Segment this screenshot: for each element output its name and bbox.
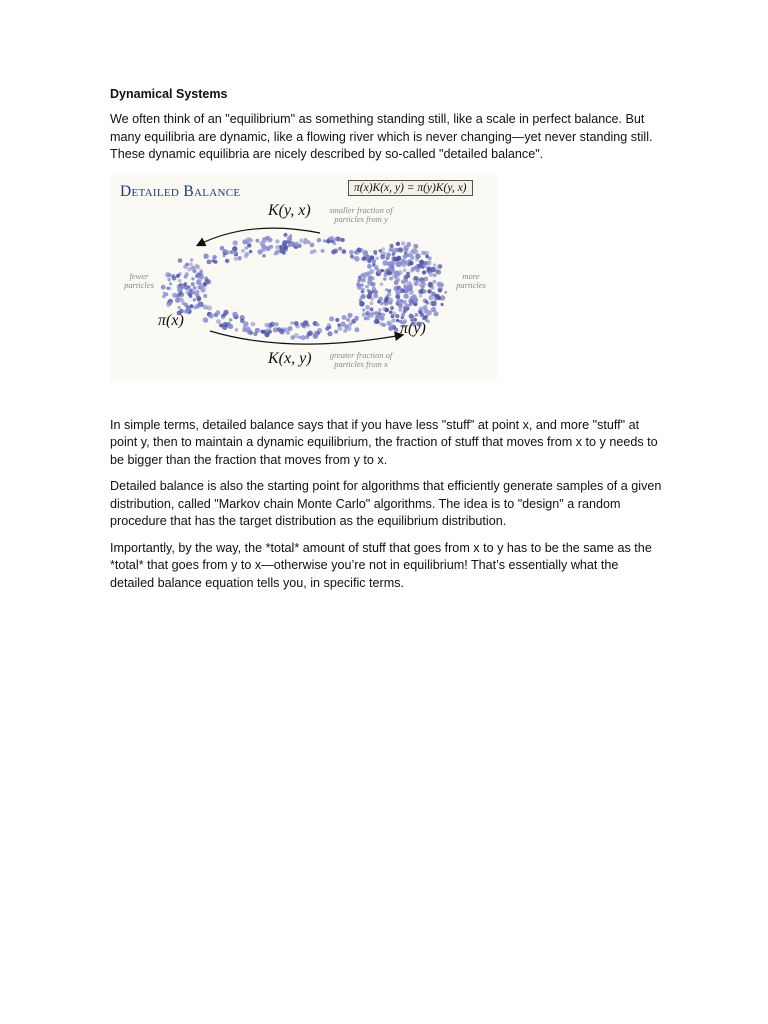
particle-dot (275, 250, 280, 255)
particle-dot (349, 250, 354, 255)
particle-dot (397, 298, 402, 303)
particle-dot (371, 276, 375, 280)
particle-dot (419, 294, 423, 298)
label-k-yx: K(y, x) (268, 201, 311, 219)
particle-dot (325, 326, 329, 330)
particle-dot (270, 321, 275, 326)
particle-dot (383, 277, 386, 280)
particle-dot (357, 285, 362, 290)
particle-dot (337, 323, 340, 326)
particle-dot (401, 312, 405, 316)
balance-equation: π(x)K(x, y) = π(y)K(y, x) (348, 180, 473, 196)
particle-dot (191, 277, 194, 280)
particle-dot (357, 247, 362, 252)
particle-dot (178, 258, 183, 263)
particle-dot (342, 315, 347, 320)
particle-dot (366, 271, 371, 276)
particle-dot (177, 305, 180, 308)
particle-dot (256, 239, 260, 243)
figure-title: Detailed Balance (120, 182, 241, 200)
particle-dot (193, 286, 197, 290)
particle-dot (381, 322, 385, 326)
particle-dot (172, 276, 177, 281)
particle-dot (327, 331, 332, 336)
particle-dot (179, 292, 184, 297)
particle-dot (244, 253, 249, 258)
particle-dot (423, 308, 428, 313)
particle-dot (247, 243, 251, 247)
particle-dot (203, 294, 207, 298)
particle-dot (212, 255, 217, 260)
particle-dot (232, 311, 237, 316)
particle-dot (386, 252, 391, 257)
particle-dot (303, 320, 308, 325)
particle-dot (223, 322, 229, 328)
particle-dot (338, 326, 343, 331)
particle-dot (275, 322, 279, 326)
particle-dot (197, 302, 202, 307)
particle-dot (430, 267, 436, 273)
particle-dot (192, 291, 195, 294)
particle-dot (323, 239, 326, 242)
note-bottom-line2: particles from x (334, 358, 388, 369)
particle-dot (365, 305, 370, 310)
particle-dot (431, 301, 437, 307)
particle-dot (198, 285, 202, 289)
particle-dot (237, 256, 242, 261)
particle-dot (434, 297, 438, 301)
note-left (116, 272, 162, 290)
particle-dot (290, 242, 295, 247)
particle-dot (403, 293, 408, 298)
particle-dot (223, 310, 228, 315)
note-top (322, 206, 400, 224)
particle-dot (321, 249, 325, 253)
particle-dot (418, 289, 423, 294)
note-left-line1: fewer (129, 270, 149, 281)
particle-dot (180, 297, 184, 301)
particle-dot (196, 279, 201, 284)
particle-dot (290, 321, 294, 325)
particle-dot (437, 282, 442, 287)
section-heading: Dynamical Systems (110, 87, 228, 101)
particle-dot (304, 238, 307, 241)
particle-dot (409, 261, 414, 266)
particle-dot (354, 327, 359, 332)
particle-dot (335, 318, 339, 322)
particle-dot (441, 303, 444, 306)
particle-dot (185, 308, 190, 313)
particle-dot (422, 270, 426, 274)
particle-dot (377, 300, 381, 304)
particle-dot (398, 308, 402, 312)
particle-dot (408, 283, 413, 288)
particle-dot (396, 241, 400, 245)
particle-dot (211, 259, 214, 262)
particle-dot (395, 289, 401, 295)
particle-dot (189, 262, 193, 266)
particle-dot (390, 276, 394, 280)
particle-dot (384, 307, 389, 312)
particle-dot (380, 316, 385, 321)
particle-dot (375, 256, 379, 260)
particle-dot (251, 321, 256, 326)
particle-dot (246, 237, 251, 242)
particle-dot (436, 269, 441, 274)
particle-dot (364, 250, 368, 254)
particle-dot (417, 263, 422, 268)
particle-dot (391, 318, 396, 323)
particle-dot (425, 255, 428, 258)
particle-dot (389, 248, 393, 252)
particle-dot (283, 233, 287, 237)
particle-dot (196, 296, 201, 301)
particle-dot (333, 248, 338, 253)
particle-dot (209, 313, 214, 318)
paragraph-simple-terms: In simple terms, detailed balance says that if you have less "stuff" at point x, and more "stuff" at point y, then to maintain a dynamic equilibrium, the fraction of stuff that moves from x to y needs to be bigger than the fraction that moves from y to x. (110, 417, 658, 467)
particle-dot (409, 313, 414, 318)
particle-dot (267, 237, 272, 242)
particle-dot (346, 317, 350, 321)
particle-dot (421, 250, 425, 254)
particle-dot (194, 264, 199, 269)
particle-dot (330, 235, 334, 239)
particle-dot (440, 295, 446, 301)
particle-dot (176, 274, 180, 278)
particle-dot (380, 282, 383, 285)
particle-dot (168, 302, 172, 306)
particle-dot (373, 250, 377, 254)
particle-dot (359, 296, 362, 299)
particle-dot (411, 267, 416, 272)
particle-dot (277, 327, 282, 332)
particle-dot (438, 264, 443, 269)
particle-dot (201, 288, 205, 292)
particle-dot (260, 329, 264, 333)
particle-dot (233, 240, 238, 245)
particle-dot (423, 264, 426, 267)
particle-dot (215, 310, 220, 315)
particle-dot (392, 311, 396, 315)
note-left-line2: particles (124, 279, 154, 290)
particle-dot (195, 274, 199, 278)
particle-dot (235, 328, 239, 332)
particle-dot (195, 290, 199, 294)
particle-dot (403, 268, 407, 272)
particle-dot (167, 278, 170, 281)
particle-dot (294, 321, 299, 326)
particle-dot (203, 304, 208, 309)
particle-dot (314, 332, 318, 336)
particle-dot (371, 297, 375, 301)
label-pi-y: π(y) (400, 319, 426, 337)
particle-dot (391, 261, 395, 265)
particle-dot (433, 273, 436, 276)
particle-dot (392, 248, 397, 253)
detailed-balance-figure (110, 175, 497, 381)
particle-dot (401, 241, 405, 245)
particle-dot (163, 291, 166, 294)
particle-dot (241, 248, 245, 252)
particle-dot (165, 272, 171, 278)
particle-dot (361, 277, 366, 282)
particle-dot (402, 262, 407, 267)
particle-dot (369, 255, 374, 260)
particle-dot (303, 241, 306, 244)
particle-dot (312, 249, 316, 253)
particle-dot (301, 335, 306, 340)
particle-dot (316, 323, 320, 327)
particle-dot (384, 298, 389, 303)
particle-dot (374, 290, 378, 294)
particle-dot (283, 245, 288, 250)
particle-dot (421, 280, 425, 284)
particle-dot (395, 257, 399, 261)
particle-dot (358, 275, 361, 278)
particle-dot (317, 238, 321, 242)
particle-dot (187, 285, 190, 288)
particle-dot (395, 279, 398, 282)
note-bottom (322, 351, 400, 369)
particle-dot (269, 245, 273, 249)
particle-dot (362, 308, 365, 311)
particle-dot (334, 330, 338, 334)
note-right-line1: more (462, 270, 480, 281)
particle-dot (378, 308, 382, 312)
particle-dot (420, 312, 425, 317)
particle-dot (367, 264, 372, 269)
particle-dot (367, 289, 370, 292)
particle-dot (341, 238, 345, 242)
particle-dot (346, 325, 352, 331)
particle-dot (381, 247, 385, 251)
note-right (448, 272, 494, 290)
particle-dot (347, 312, 352, 317)
particle-dot (262, 254, 266, 258)
particle-dot (423, 298, 428, 303)
particle-dot (405, 253, 409, 257)
particle-dot (225, 259, 229, 263)
particle-dot (434, 311, 439, 316)
particle-dot (338, 246, 342, 250)
particle-dot (190, 258, 193, 261)
particle-dot (326, 239, 331, 244)
particle-dot (183, 264, 187, 268)
particle-dot (185, 272, 189, 276)
particle-dot (380, 254, 385, 259)
particle-dot (365, 285, 369, 289)
particle-dot (374, 319, 379, 324)
particle-dot (395, 271, 401, 277)
particle-dot (342, 249, 347, 254)
particle-dot (240, 315, 245, 320)
particle-dot (381, 269, 384, 272)
particle-dot (191, 282, 195, 286)
particle-dot (354, 256, 360, 262)
particle-dot (438, 288, 442, 292)
particle-dot (263, 236, 267, 240)
particle-dot (193, 305, 197, 309)
particle-dot (428, 295, 433, 300)
note-bottom-line1: greater fraction of (329, 349, 393, 360)
particle-dot (419, 306, 424, 311)
particle-dot (199, 270, 203, 274)
note-right-line2: particles (456, 279, 486, 290)
label-k-xy: K(x, y) (268, 349, 312, 367)
particle-dot (203, 318, 208, 323)
particle-dot (285, 327, 290, 332)
particle-dot (427, 289, 431, 293)
particle-dot (362, 256, 367, 261)
particle-dot (378, 311, 381, 314)
particle-dot (234, 257, 238, 261)
note-top-line2: particles from y (334, 213, 388, 224)
particle-dot (275, 239, 279, 243)
particle-dot (282, 240, 287, 245)
particle-dot (428, 282, 433, 287)
particle-dot (308, 330, 313, 335)
particle-dot (216, 319, 221, 324)
particle-dot (362, 312, 366, 316)
particle-dot (414, 276, 418, 280)
particle-dot (415, 253, 420, 258)
particle-dot (389, 266, 393, 270)
particle-dot (390, 306, 394, 310)
particle-dot (232, 246, 237, 251)
particle-dot (229, 318, 233, 322)
particle-dot (247, 329, 252, 334)
particle-dot (392, 252, 395, 255)
particle-dot (307, 240, 311, 244)
particle-dot (267, 326, 271, 330)
particle-dot (364, 317, 367, 320)
particle-dot (287, 236, 292, 241)
particle-dot (366, 254, 369, 257)
particle-dot (260, 241, 265, 246)
particle-dot (398, 303, 403, 308)
particle-dot (413, 297, 418, 302)
label-pi-x: π(x) (158, 311, 184, 329)
particle-dot (275, 245, 280, 250)
particle-dot (299, 238, 304, 243)
particle-dot (384, 269, 389, 274)
particle-dot (310, 242, 315, 247)
particle-dot (407, 274, 410, 277)
particle-dot (371, 290, 374, 293)
particle-dot (388, 289, 392, 293)
particle-dot (221, 315, 225, 319)
particle-dot (370, 301, 374, 305)
document-body (110, 86, 662, 601)
note-top-line1: smaller fraction of (329, 204, 393, 215)
particle-dot (230, 250, 234, 254)
particle-dot (169, 282, 172, 285)
particle-dot (207, 259, 212, 264)
particle-dot (359, 301, 365, 307)
particle-dot (367, 259, 371, 263)
particle-dot (433, 280, 437, 284)
particle-dot (268, 329, 272, 333)
particle-dot (223, 249, 227, 253)
paragraph-total: Importantly, by the way, the *total* amount of stuff that goes from x to y has to be the same as the *total* that goes from y to x—otherwise you’re not in equilibrium! That’s essentially what the detailed balance equation tells you, in specific terms. (110, 540, 652, 590)
particle-dot (341, 321, 346, 326)
particle-dot (249, 250, 252, 253)
particle-dot (423, 315, 427, 319)
particle-dot (371, 282, 376, 287)
particle-dot (389, 244, 393, 248)
particle-dot (203, 253, 208, 258)
particle-dot (178, 279, 182, 283)
particle-dot (383, 260, 389, 266)
particle-dot (415, 313, 419, 317)
particle-dot (390, 324, 395, 329)
particle-dot (168, 287, 171, 290)
particle-dot (255, 327, 260, 332)
particle-dot (203, 282, 207, 286)
particle-dot (444, 290, 447, 293)
particle-dot (193, 298, 196, 301)
particle-dot (355, 318, 358, 321)
particle-dot (329, 316, 334, 321)
particle-dot (413, 243, 418, 248)
paragraph-mcmc: Detailed balance is also the starting point for algorithms that efficiently generate samples of a given distribution, called "Markov chain Monte Carlo" algorithms. The idea is to "design" a random procedure that has the target distribution as the equilibrium distribution. (110, 479, 662, 529)
particle-dot (404, 303, 409, 308)
particle-dot (350, 254, 354, 258)
particle-dot (414, 281, 418, 285)
particle-dot (433, 263, 436, 266)
particle-dot (370, 307, 374, 311)
particle-dot (374, 265, 379, 270)
particle-dot (409, 289, 414, 294)
paragraph-intro: We often think of an "equilibrium" as something standing still, like a scale in perfect balance. But many equilibria are dynamic, like a flowing river which is never changing—yet never standing still. These dynamic equilibria are nicely described by so-called "detailed balance". (110, 112, 653, 162)
particle-dot (404, 245, 409, 250)
particle-dot (290, 335, 295, 340)
particle-dot (404, 278, 408, 282)
particle-dot (243, 321, 248, 326)
particle-dot (180, 285, 185, 290)
particle-dot (397, 285, 401, 289)
particle-dot (188, 292, 193, 297)
particle-dot (367, 312, 372, 317)
